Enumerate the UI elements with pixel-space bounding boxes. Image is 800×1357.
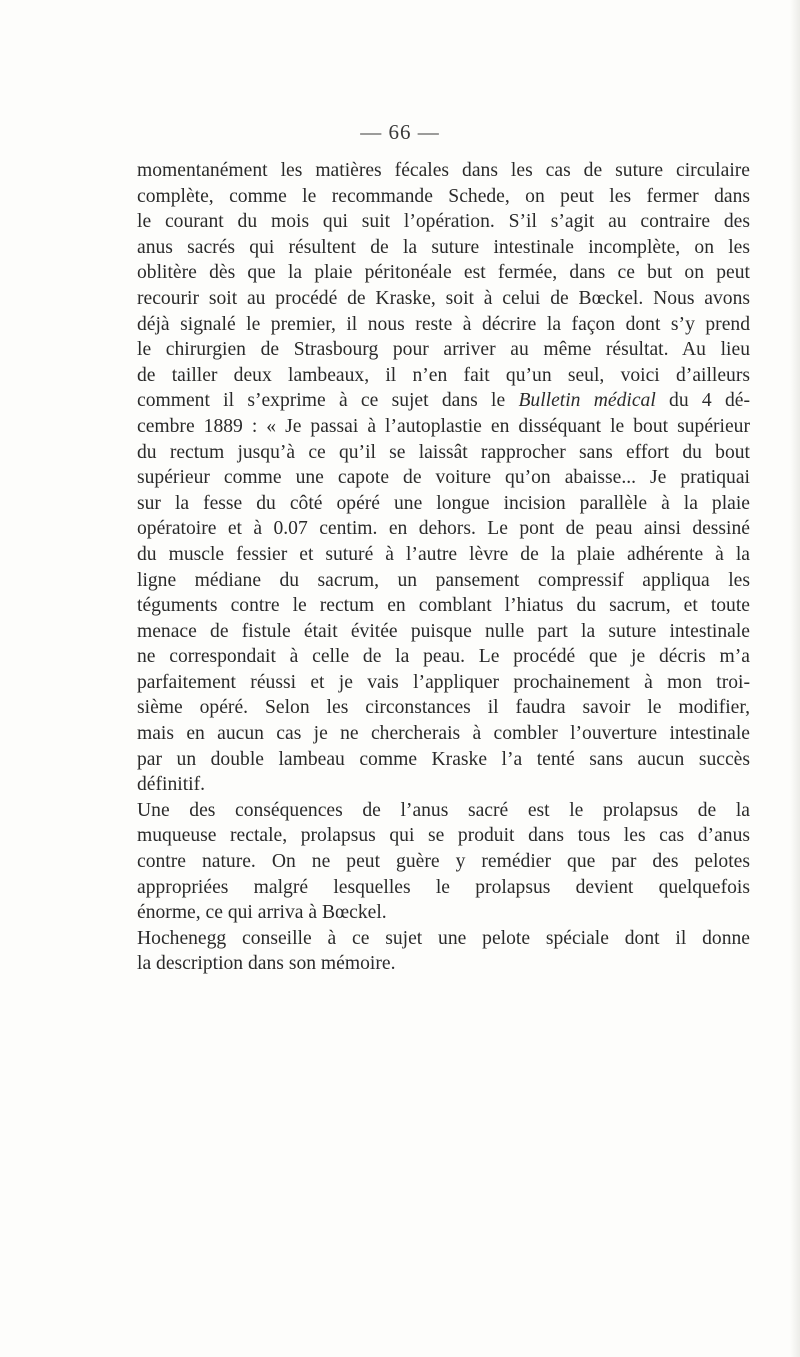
text-line: le courant du mois qui suit l’opération. S’il s’agit au contraire des xyxy=(137,211,750,233)
body-text xyxy=(137,158,750,977)
text-line: opératoire et à 0.07 centim. en dehors. Le pont de peau ainsi dessiné xyxy=(137,518,750,540)
text-line: recourir soit au procédé de Kraske, soit à celui de Bœckel. Nous avons xyxy=(137,287,750,309)
text-line: sur la fesse du côté opéré une longue incision parallèle à la plaie xyxy=(137,492,750,514)
text-line: énorme, ce qui arriva à Bœckel. xyxy=(137,902,387,924)
text-line: la description dans son mémoire. xyxy=(137,953,396,975)
text-line: muqueuse rectale, prolapsus qui se produit dans tous les cas d’anus xyxy=(137,825,750,847)
text-line: cembre 1889 : « Je passai à l’autoplastie en disséquant le bout supérieur xyxy=(137,415,750,437)
journal-reference: Bulletin médical xyxy=(518,390,656,412)
text-line: contre nature. On ne peut guère y remédier que par des pelotes xyxy=(137,851,750,873)
text-line: complète, comme le recommande Schede, on peut les fermer dans xyxy=(137,185,750,207)
text-line: définitif. xyxy=(137,774,206,796)
text-line: ligne médiane du sacrum, un pansement compressif appliqua les xyxy=(137,569,750,591)
text-line: anus sacrés qui résultent de la suture intestinale incomplète, on les xyxy=(137,236,750,258)
text-line: du rectum jusqu’à ce qu’il se laissât rapprocher sans effort du bout xyxy=(137,441,750,463)
page-edge xyxy=(790,0,800,1357)
text-line: oblitère dès que la plaie péritonéale est fermée, dans ce but on peut xyxy=(137,262,750,284)
text-line: supérieur comme une capote de voiture qu’on abaisse... Je pratiquai xyxy=(137,467,750,489)
text-line: le chirurgien de Strasbourg pour arriver au même résultat. Au lieu xyxy=(137,339,750,361)
text-line: parfaitement réussi et je vais l’appliquer prochainement à mon troi- xyxy=(137,671,750,693)
text-line: ne correspondait à celle de la peau. Le procédé que je décris m’a xyxy=(137,646,750,668)
text-line-with-reference xyxy=(137,388,750,414)
text-line: de tailler deux lambeaux, il n’en fait qu’un seul, voici d’ailleurs xyxy=(137,364,750,386)
text-line: sième opéré. Selon les circonstances il faudra savoir le modifier, xyxy=(137,697,750,719)
text-line: Une des conséquences de l’anus sacré est le prolapsus de la xyxy=(137,799,750,821)
text-line: déjà signalé le premier, il nous reste à décrire la façon dont s’y prend xyxy=(137,313,750,335)
text-line: appropriées malgré lesquelles le prolapsus devient quelquefois xyxy=(137,876,750,898)
text-line: Hochenegg conseille à ce sujet une pelote spéciale dont il donne xyxy=(137,927,750,949)
text-fragment: du 4 dé- xyxy=(669,390,750,412)
page-number: — 66 — xyxy=(360,120,440,144)
text-line: téguments contre le rectum en comblant l’hiatus du sacrum, et toute xyxy=(137,595,750,617)
text-line: menace de fistule était évitée puisque nulle part la suture intestinale xyxy=(137,620,750,642)
text-fragment: comment il s’exprime à ce sujet dans le xyxy=(137,390,506,412)
text-line: par un double lambeau comme Kraske l’a tenté sans aucun succès xyxy=(137,748,750,770)
text-line: du muscle fessier et suturé à l’autre lèvre de la plaie adhérente à la xyxy=(137,543,750,565)
text-line: mais en aucun cas je ne chercherais à combler l’ouverture intestinale xyxy=(137,723,750,745)
text-line: momentanément les matières fécales dans les cas de suture circulaire xyxy=(137,160,750,181)
